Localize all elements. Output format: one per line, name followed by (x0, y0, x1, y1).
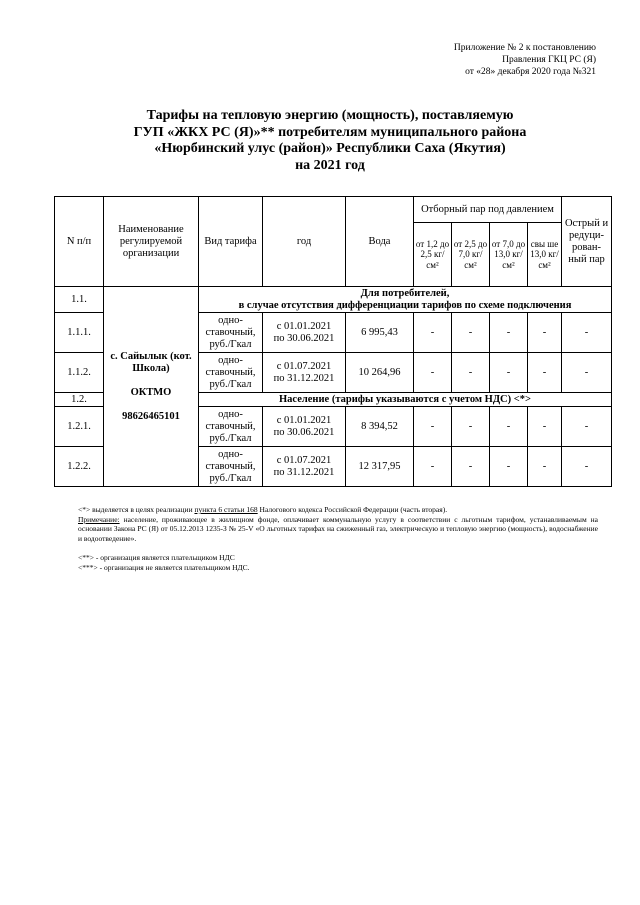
header-year: год (263, 197, 346, 287)
period: с 01.07.2021 по 31.12.2021 (263, 447, 346, 487)
tariff-table (54, 196, 612, 487)
footnote-non-vat-payer: <***> - организация не является плательщиком НДС. (78, 562, 250, 572)
header-steam-2: от 2,5 до 7,0 кг/ см² (452, 223, 490, 287)
steam-2-value: - (452, 353, 490, 393)
tariff-type: одно-ставочный, руб./Гкал (199, 447, 263, 487)
period: с 01.01.2021 по 30.06.2021 (263, 407, 346, 447)
appendix-line: от «28» декабря 2020 года №321 (465, 67, 596, 77)
steam-4-value: - (528, 353, 562, 393)
tariff-type: одно-ставочный, руб./Гкал (199, 313, 263, 353)
header-organization: Наименование регулируемой организации (104, 197, 199, 287)
header-steam-3: от 7,0 до 13,0 кг/ см² (490, 223, 528, 287)
appendix-line: Приложение № 2 к постановлению (453, 43, 596, 53)
steam-1-value: - (414, 313, 452, 353)
header-steam-1: от 1,2 до 2,5 кг/ см² (414, 223, 452, 287)
water-value: 6 995,43 (346, 313, 414, 353)
sharp-steam-value: - (562, 353, 612, 393)
steam-3-value: - (490, 353, 528, 393)
section-label: Для потребителей, в случае отсутствия дифференциации тарифов по схеме подключения (199, 287, 612, 313)
row-number: 1.1.1. (55, 313, 104, 353)
title-line: «Нюрбинский улус (район)» Республики Саха (Якутия) (154, 141, 506, 156)
steam-4-value: - (528, 313, 562, 353)
header-steam-4: свы ше 13,0 кг/ см² (528, 223, 562, 287)
title-line: ГУП «ЖКХ РС (Я)»** потребителям муниципального района (133, 124, 527, 140)
appendix-line: Правления ГКЦ РС (Я) (502, 55, 596, 65)
steam-1-value: - (414, 447, 452, 487)
oktmo-label: ОКТМО (130, 386, 172, 398)
steam-4-value: - (528, 407, 562, 447)
water-value: 10 264,96 (346, 353, 414, 393)
oktmo-code: 98626465101 (122, 410, 180, 422)
footnote-vat-payer: <**> - организация является плательщиком НДС (78, 553, 235, 562)
steam-3-value: - (490, 313, 528, 353)
header-steam: Отборный пар под давлением (414, 197, 562, 223)
row-number: 1.2.1. (55, 407, 104, 447)
sharp-steam-value: - (562, 447, 612, 487)
document-title (60, 108, 600, 174)
appendix-reference (336, 42, 596, 78)
steam-2-value: - (452, 407, 490, 447)
footnote-remark: Примечание: население, проживающее в жилищном фонде, оплачивает коммунальную услугу в соответствии с льготным тарифом, устанавливаемым на основании Закона РС (Я) от 05.12.2013 1235-З № 25-V «О льготных тарифах на сжиженный газ, электрическую и тепловую энергию (мощность), водоснабжение и водоотведение». (78, 514, 598, 543)
period: с 01.07.2021 по 31.12.2021 (263, 353, 346, 393)
tariff-type: одно-ставочный, руб./Гкал (199, 353, 263, 393)
section-label: Население (тарифы указываются с учетом НДС) <*> (199, 393, 612, 407)
steam-2-value: - (452, 447, 490, 487)
section-number: 1.2. (55, 393, 104, 407)
steam-3-value: - (490, 407, 528, 447)
section-number: 1.1. (55, 287, 104, 313)
row-number: 1.2.2. (55, 447, 104, 487)
organization-cell (104, 287, 199, 487)
steam-1-value: - (414, 407, 452, 447)
footnote-vat: <*> выделяется в целях реализации пункта 6 статьи 168 Налогового кодекса Российской Федерации (часть вторая). (78, 505, 448, 514)
title-line: Тарифы на тепловую энергию (мощность), поставляемую (146, 108, 514, 123)
steam-2-value: - (452, 313, 490, 353)
header-tariff-type: Вид тарифа (199, 197, 263, 287)
period: с 01.01.2021 по 30.06.2021 (263, 313, 346, 353)
organization-name: с. Сайылык (кот. Школа) (110, 350, 192, 374)
water-value: 12 317,95 (346, 447, 414, 487)
sharp-steam-value: - (562, 407, 612, 447)
tax-code-link[interactable]: пункта 6 статьи 168 (194, 505, 258, 514)
row-number: 1.1.2. (55, 353, 104, 393)
header-water: Вода (346, 197, 414, 287)
title-line: на 2021 год (295, 157, 365, 173)
sharp-steam-value: - (562, 313, 612, 353)
footnotes (78, 505, 598, 572)
header-sharp-steam: Острый и редуци-рован-ный пар (562, 197, 612, 287)
steam-1-value: - (414, 353, 452, 393)
tariff-type: одно-ставочный, руб./Гкал (199, 407, 263, 447)
steam-3-value: - (490, 447, 528, 487)
header-number: N п/п (55, 197, 104, 287)
water-value: 8 394,52 (346, 407, 414, 447)
steam-4-value: - (528, 447, 562, 487)
